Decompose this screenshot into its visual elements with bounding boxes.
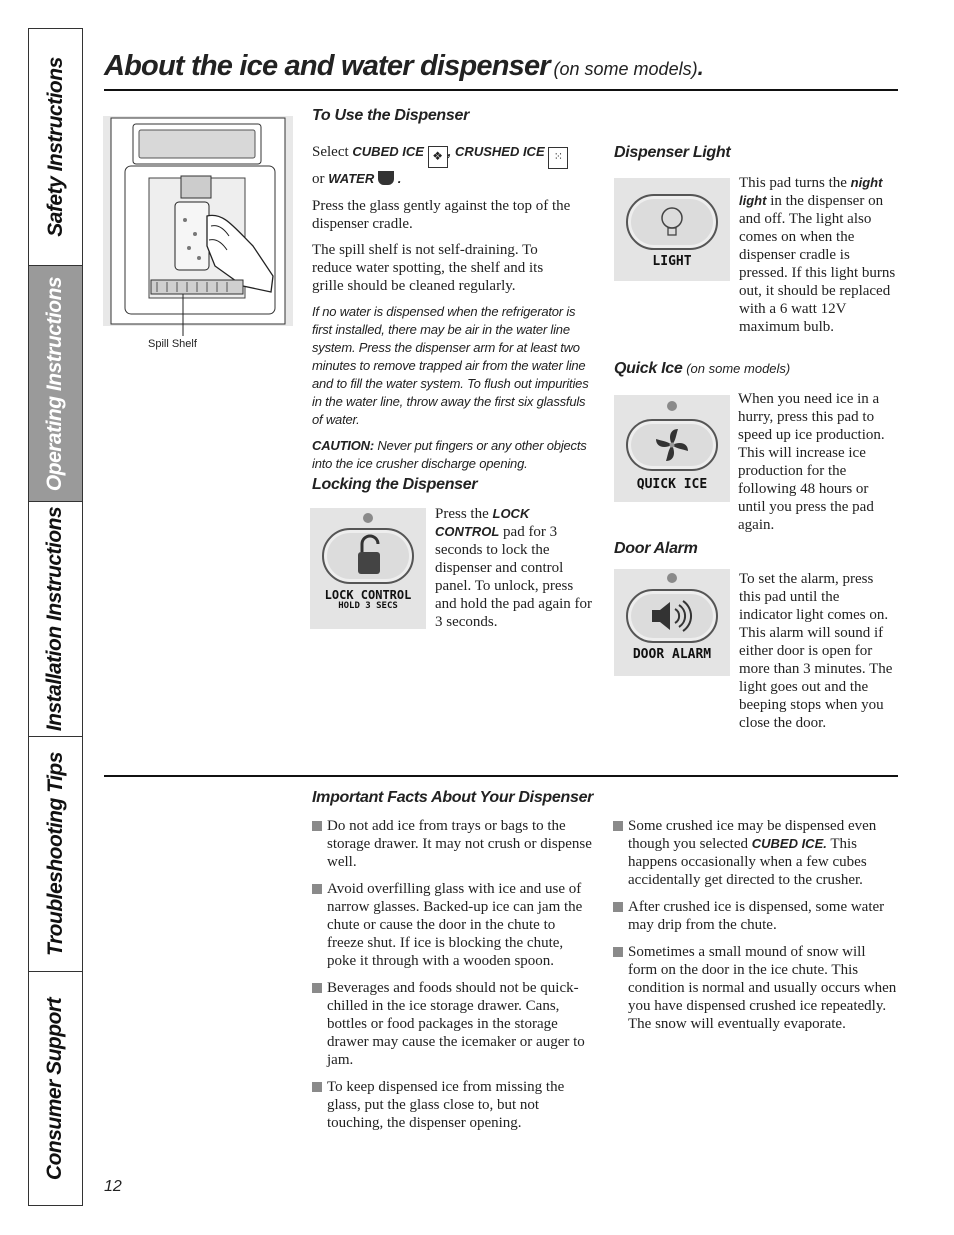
crushed-ice-label: CRUSHED ICE <box>455 144 545 159</box>
bullet-square <box>312 884 322 894</box>
title-text: About the ice and water dispenser <box>104 50 550 82</box>
title-subtitle: (on some models) <box>553 59 698 79</box>
door-alarm-pad[interactable] <box>626 589 718 643</box>
side-tab-bar <box>28 28 83 1206</box>
lock-pad-sublabel: HOLD 3 SECS <box>338 601 398 611</box>
list-item <box>312 1078 594 1132</box>
water-label: WATER <box>328 171 375 186</box>
list-item <box>312 817 594 871</box>
page-number: 12 <box>104 1178 122 1195</box>
page-title <box>104 50 704 83</box>
lock-text <box>435 505 595 631</box>
door-alarm-panel <box>614 569 730 676</box>
light-panel <box>614 178 730 281</box>
fact-text: To keep dispensed ice from missing the glass, put the glass close to, but not touching, the dispenser opening. <box>327 1079 565 1131</box>
facts-list-left <box>312 817 594 1141</box>
bullet-square <box>613 947 623 957</box>
tab-label: Troubleshooting Tips <box>43 752 67 956</box>
fact-text: After crushed ice is dispensed, some water may drip from the chute. <box>628 899 885 933</box>
cubed-ice-label: CUBED ICE <box>352 144 424 159</box>
light-text <box>739 174 897 336</box>
crushed-ice-icon: ⁙ <box>548 147 568 169</box>
indicator-light <box>667 573 677 583</box>
bullet-square <box>312 1082 322 1092</box>
comma: , <box>447 144 452 159</box>
header-rule <box>104 89 898 91</box>
section-rule <box>104 775 898 777</box>
light-pad[interactable] <box>626 194 718 250</box>
lock-text-post: pad for 3 seconds to lock the dispenser and control panel. To unlock, press and hold the pad again for 3 seconds. <box>435 524 593 630</box>
quick-ice-pad[interactable] <box>626 419 718 471</box>
caution-label: CAUTION: <box>312 438 374 453</box>
air-note: If no water is dispensed when the refrigerator is first installed, there may be air in the water line system. Press the dispenser arm for at least two minutes to remove trapped air from the water line and to fill the water system. To flush out impurities in the water line, throw away the first six glassfuls of water. <box>312 304 589 427</box>
caution-text: Never put fingers or any other objects into the ice crusher discharge opening. <box>312 438 587 471</box>
tab-label: Safety Instructions <box>43 57 67 237</box>
fact-text: This happens occasionally when a few cubes accidentally get directed to the crusher. <box>628 836 867 888</box>
fact-text: Beverages and foods should not be quick-chilled in the ice storage drawer. Cans, bottles or food packages in the storage drawer may cause the icemaker or auger to jam. <box>327 980 585 1068</box>
light-text-strong: night light <box>739 175 883 208</box>
list-item <box>312 880 594 970</box>
use-paragraph-1: Press the glass gently against the top of the dispenser cradle. <box>312 198 571 232</box>
quick-pad-label: QUICK ICE <box>636 477 708 492</box>
lightbulb-icon <box>628 196 716 248</box>
bullet-square <box>613 821 623 831</box>
alarm-pad-label: DOOR ALARM <box>632 647 712 662</box>
quick-heading-note: (on some models) <box>686 361 791 376</box>
facts-list-right <box>613 817 897 1042</box>
quick-heading <box>614 360 790 378</box>
tab-troubleshooting-tips[interactable] <box>29 737 82 972</box>
indicator-light <box>667 401 677 411</box>
fan-icon <box>628 421 716 469</box>
use-select-line <box>312 142 592 189</box>
list-item <box>613 817 897 889</box>
fact-text: Some crushed ice may be dispensed even though you selected <box>628 818 877 852</box>
tab-consumer-support[interactable] <box>29 972 82 1205</box>
list-item <box>312 979 594 1069</box>
lock-control-panel <box>310 508 426 629</box>
or-word: or <box>312 171 325 187</box>
fact-text: Avoid overfilling glass with ice and use of narrow glasses. Backed-up ice can jam the chute or cause the door in the chute to freeze shut. If ice is blocking the chute, poke it through with a wooden spoon. <box>327 881 583 969</box>
tab-label: Operating Instructions <box>43 276 67 491</box>
fact-strong: CUBED ICE. <box>751 836 827 851</box>
quick-ice-panel <box>614 395 730 502</box>
use-paragraph-2: The spill shelf is not self-draining. To reduce water spotting, the shelf and its grille should be cleaned regularly. <box>312 242 544 294</box>
tab-label: Consumer Support <box>43 997 67 1180</box>
water-icon <box>378 171 394 185</box>
title-period: . <box>697 55 704 80</box>
fact-text: Sometimes a small mound of snow will form on the door in the ice chute. This condition is normal and usually occurs when you have dispensed crushed ice repeatedly. The snow will eventually evaporate. <box>628 944 897 1032</box>
bullet-square <box>312 821 322 831</box>
quick-text: When you need ice in a hurry, press this pad to speed up ice production. This will increase ice production for the following 48 hours or until you press the pad again. <box>738 391 885 533</box>
facts-heading: Important Facts About Your Dispenser <box>312 789 594 806</box>
dot: . <box>397 171 402 186</box>
cubed-ice-icon: ❖ <box>428 146 448 168</box>
lock-control-pad[interactable] <box>322 528 414 584</box>
list-item <box>613 943 897 1033</box>
tab-operating-instructions[interactable] <box>29 266 82 502</box>
light-text-pre: This pad turns the <box>739 175 851 191</box>
alarm-text: To set the alarm, press this pad until the indicator light comes on. This alarm will sound if either door is open for more than 3 minutes. The light goes out and the beeping stops when you close the door. <box>739 571 893 731</box>
lock-text-pre: Press the <box>435 506 493 522</box>
tab-safety-instructions[interactable] <box>29 29 82 266</box>
use-section <box>312 107 592 473</box>
quick-heading-text: Quick Ice <box>614 360 683 377</box>
dispenser-illustration <box>103 116 293 336</box>
bullet-square <box>312 983 322 993</box>
list-item <box>613 898 897 934</box>
spill-shelf-callout: Spill Shelf <box>148 338 197 350</box>
speaker-icon <box>628 591 716 641</box>
select-word: Select <box>312 144 349 160</box>
lock-text-strong: LOCK CONTROL <box>435 506 530 539</box>
light-text-post: in the dispenser on and off. The light also comes on when the dispenser cradle is pressed. If this light burns out, it should be replaced with a 6 watt 12V maximum bulb. <box>739 193 896 335</box>
lock-heading: Locking the Dispenser <box>312 476 478 493</box>
alarm-heading: Door Alarm <box>614 540 698 557</box>
lock-pad-label: LOCK CONTROL <box>324 588 412 602</box>
light-heading: Dispenser Light <box>614 144 731 161</box>
tab-installation-instructions[interactable] <box>29 502 82 737</box>
indicator-light <box>363 513 373 523</box>
tab-label: Installation Instructions <box>43 506 67 732</box>
fact-text: Do not add ice from trays or bags to the storage drawer. It may not crush or dispense well. <box>327 818 592 870</box>
use-heading: To Use the Dispenser <box>312 107 470 124</box>
light-pad-label: LIGHT <box>652 254 692 269</box>
caution-note <box>312 437 587 473</box>
bullet-square <box>613 902 623 912</box>
padlock-icon <box>324 530 412 582</box>
